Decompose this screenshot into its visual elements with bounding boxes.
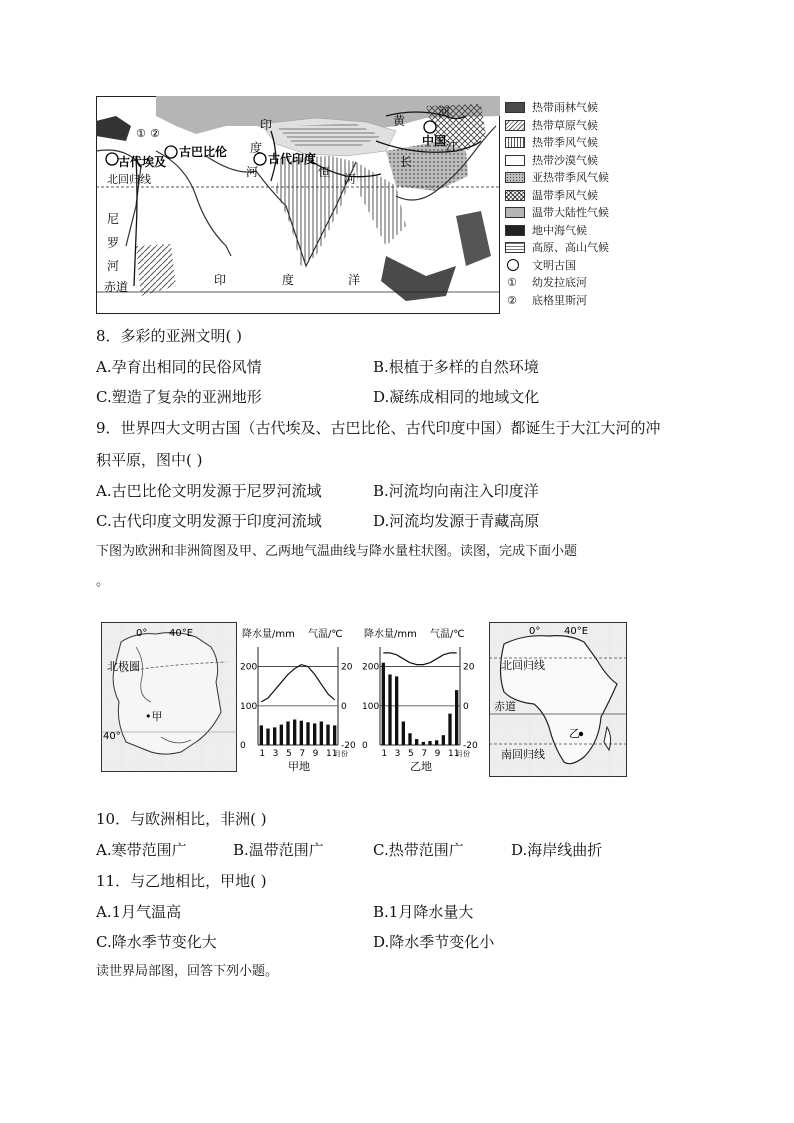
legend-label: 温带季风气候 [532, 188, 598, 202]
subtropical-swatch [505, 172, 525, 183]
europe-map-svg [101, 622, 237, 772]
precip-bar [435, 740, 438, 745]
chart-title: 甲地 [288, 760, 310, 773]
chart-yi-svg [360, 625, 482, 780]
precip-tick-label: 0 [240, 741, 246, 751]
q9-option-b[interactable]: B.河流均向南注入印度洋 [373, 482, 539, 500]
indian-ocean-char-2: 度 [282, 273, 295, 287]
precip-tick-label: 200 [240, 662, 258, 673]
month-axis-label: 月份 [334, 750, 348, 758]
nile-char-3: 河 [107, 259, 120, 273]
europe-map [101, 622, 237, 772]
month-tick-label: 9 [312, 749, 319, 759]
temperate-monsoon-swatch [505, 190, 525, 201]
continental-swatch [505, 207, 525, 218]
temp-tick-label: 0 [463, 701, 469, 712]
chart-title: 乙地 [410, 760, 432, 773]
q10-option-b[interactable]: B.温带范围广 [233, 841, 324, 859]
intro3: 读世界局部图，回答下列小题。 [96, 964, 279, 979]
nile-char-1: 尼 [107, 212, 120, 226]
intro2-line1: 下图为欧洲和非洲简图及甲、乙两地气温曲线与降水量柱状图。读图，完成下面小题 [96, 544, 578, 559]
precip-bar [333, 725, 336, 745]
q11-option-a[interactable]: A.1月气温高 [96, 903, 182, 921]
q11-stem: 11．与乙地相比，甲地( ) [96, 872, 267, 890]
month-tick-label: 3 [272, 749, 279, 759]
precip-bar [428, 741, 431, 745]
month-tick-label: 3 [394, 749, 401, 759]
precip-tick-label: 200 [362, 662, 380, 673]
arctic-label: 北极圈 [107, 660, 140, 673]
egypt-label: 古代埃及 [118, 155, 167, 169]
legend-label: 亚热带季风气候 [532, 171, 609, 184]
precip-tick-label: 0 [362, 741, 368, 751]
legend-label: 高原、高山气候 [532, 241, 609, 254]
precip-bar [286, 721, 289, 745]
civilization-circle-symbol [507, 259, 519, 271]
precip-bar [266, 729, 269, 745]
rainforest-swatch [505, 102, 525, 113]
ganges-char-2: 河 [344, 172, 357, 186]
climate-chart-jia [238, 625, 360, 775]
jia-label: •甲 [145, 710, 163, 723]
indian-ocean-char-1: 印 [214, 273, 227, 287]
china-civilization-circle [424, 121, 436, 133]
month-tick-label: 11 [326, 749, 338, 759]
precip-bar [402, 721, 405, 745]
q8-option-a[interactable]: A.孕育出相同的民俗风情 [96, 358, 262, 376]
q11-option-b[interactable]: B.1月降水量大 [373, 903, 474, 921]
precip-bar [415, 739, 418, 745]
q8-option-d[interactable]: D.凝练成相同的地域文化 [373, 388, 540, 406]
precip-bar [395, 676, 398, 745]
babylon-civilization-circle [165, 146, 177, 158]
precip-bar [442, 735, 445, 745]
legend-label: 热带沙漠气候 [532, 153, 598, 167]
q11-option-c[interactable]: C.降水季节变化大 [96, 933, 217, 951]
china-label: 中国 [422, 134, 447, 148]
temp-tick-label: 0 [341, 701, 347, 712]
asia-map-svg [96, 96, 500, 314]
ganges-char-1: 恒 [318, 165, 331, 179]
yangtze-char-2: 江 [446, 140, 459, 154]
temperature-curve [261, 665, 334, 702]
month-axis-label: 月份 [456, 750, 470, 758]
circle2-label: ② [150, 127, 160, 140]
temp-tick-label: 20 [341, 662, 353, 673]
legend-label: 地中海气候 [532, 223, 587, 237]
circle1-label: ① [136, 127, 146, 140]
equator-label: 赤道 [104, 280, 129, 294]
tropic-north-label: 北回归线 [501, 659, 545, 672]
indian-ocean-char-3: 洋 [348, 273, 361, 287]
climate-legend [505, 100, 625, 312]
legend-label: 幼发拉底河 [532, 276, 587, 289]
q10-stem: 10．与欧洲相比，非洲( ) [96, 810, 267, 828]
month-tick-label: 7 [421, 749, 428, 759]
precip-bar [280, 725, 283, 745]
lat40-label: 40° [103, 731, 121, 742]
legend-label: 温带大陆性气候 [532, 206, 609, 219]
precip-bar [326, 725, 329, 745]
precip-axis-label: 降水量/mm [364, 629, 417, 640]
month-tick-label: 9 [434, 749, 441, 759]
egypt-civilization-circle [106, 153, 118, 165]
precip-tick-label: 100 [240, 701, 258, 712]
num1-symbol: ① [507, 276, 517, 289]
indus-char-3: 河 [246, 165, 259, 179]
babylon-label: 古巴比伦 [179, 145, 228, 159]
india-label: 古代印度 [268, 152, 317, 166]
month-tick-label: 1 [381, 749, 388, 759]
mediterranean-swatch [505, 225, 525, 236]
precip-axis-label: 降水量/mm [242, 629, 295, 640]
month-tick-label: 7 [299, 749, 306, 759]
monsoon-swatch [505, 137, 525, 148]
temp-axis-label: 气温/℃ [308, 629, 343, 640]
q9-option-d[interactable]: D.河流均发源于青藏高原 [373, 512, 540, 530]
precip-bar [313, 723, 316, 745]
yellow-river-char-1: 黄 [393, 114, 406, 128]
yellow-river-char-2: 河 [438, 105, 451, 119]
precip-bar [320, 721, 323, 745]
legend-label: 热带雨林气候 [532, 101, 598, 114]
q8-option-c[interactable]: C.塑造了复杂的亚洲地形 [96, 388, 262, 406]
highland-swatch [505, 242, 525, 253]
q11-option-d[interactable]: D.降水季节变化小 [373, 933, 495, 951]
precip-bar [273, 727, 276, 745]
africa-map [489, 622, 627, 777]
precip-bar [388, 674, 391, 745]
q9-option-a[interactable]: A.古巴比伦文明发源于尼罗河流域 [96, 482, 322, 500]
q10-option-c[interactable]: C.热带范围广 [373, 841, 464, 859]
climate-chart-yi [360, 625, 482, 780]
q9-option-c[interactable]: C.古代印度文明发源于印度河流域 [96, 512, 322, 530]
temp-tick-label: -20 [463, 741, 478, 751]
q8-option-b[interactable]: B.根植于多样的自然环境 [373, 358, 539, 376]
q8-stem: 8．多彩的亚洲文明( ) [96, 327, 243, 345]
africa-map-svg [489, 622, 627, 777]
africa-deg0: 0° [529, 626, 541, 637]
desert-swatch [505, 155, 525, 166]
tropic-label: 北回归线 [107, 173, 151, 186]
precip-bar [300, 721, 303, 745]
temperature-curve [383, 653, 456, 665]
savanna-swatch [505, 120, 525, 131]
africa-deg40: 40°E [564, 626, 589, 637]
precip-bar [260, 725, 263, 745]
month-tick-label: 11 [448, 749, 460, 759]
tropic-south-label: 南回归线 [501, 748, 545, 761]
temp-axis-label: 气温/℃ [430, 629, 465, 640]
asia-climate-map [96, 96, 500, 314]
precip-bar [408, 733, 411, 745]
month-tick-label: 5 [408, 749, 414, 759]
nile-char-2: 罗 [107, 236, 120, 250]
yangtze-char-1: 长 [400, 155, 413, 169]
precip-tick-label: 100 [362, 701, 380, 712]
num2-symbol: ② [507, 293, 517, 307]
legend-label: 底格里斯河 [532, 293, 587, 307]
q9-stem-line1: 9．世界四大文明古国（古代埃及、古巴比伦、古代印度中国）都诞生于大江大河的冲 [96, 419, 661, 437]
intro2-line2: 。 [96, 574, 110, 589]
temp-tick-label: 20 [463, 662, 475, 673]
q10-option-d[interactable]: D.海岸线曲折 [511, 841, 603, 859]
q10-option-a[interactable]: A.寒带范围广 [96, 841, 187, 859]
indus-char-1: 印 [260, 118, 273, 132]
precip-bar [293, 720, 296, 745]
temp-tick-label: -20 [341, 741, 356, 751]
indus-char-2: 度 [250, 141, 263, 155]
precip-bar [306, 722, 309, 745]
yi-label: 乙 [569, 727, 580, 740]
legend-label: 热带草原气候 [532, 118, 598, 132]
precip-bar [455, 690, 458, 745]
month-tick-label: 5 [286, 749, 292, 759]
precip-bar [422, 742, 425, 745]
legend-label: 文明古国 [532, 258, 576, 272]
precip-bar [382, 663, 385, 745]
q9-stem-line2: 积平原，图中( ) [96, 451, 203, 469]
europe-deg0: 0° [136, 628, 148, 639]
europe-deg40: 40°E [169, 628, 194, 639]
chart-jia-svg [238, 625, 360, 775]
precip-bar [448, 714, 451, 745]
legend-label: 热带季风气候 [532, 136, 598, 149]
equator-label-africa: 赤道 [494, 700, 516, 713]
month-tick-label: 1 [259, 749, 266, 759]
